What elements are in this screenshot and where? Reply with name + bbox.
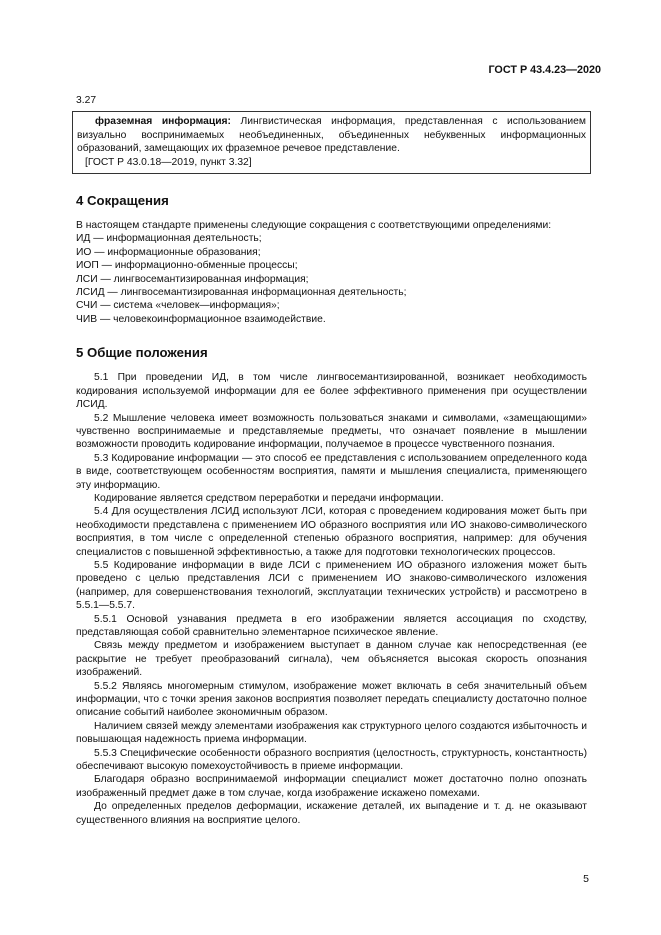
- term-number: 3.27: [76, 95, 97, 106]
- paragraph: Связь между предметом и изображением выступает в данном случае как непосредственная (ее раскрытие не требует преобразований сигнала), чем объясняется высокая скорость опознания изображений.: [76, 640, 587, 679]
- abbreviations-intro: В настоящем стандарте применены следующие сокращения с соответствующими определениями:: [76, 220, 552, 232]
- abbreviation-item: ИД — информационная деятельность;: [76, 233, 262, 245]
- paragraph: 5.5.2 Являясь многомерным стимулом, изображение может включать в себя значительный объем информации, что с точки зрения законов восприятия позволяет передать специалисту достаточно полное описание событий наиболее экономичным образом.: [76, 680, 587, 719]
- abbreviation-item: ИО — информационные образования;: [76, 246, 261, 258]
- paragraph: Кодирование является средством переработки и передачи информации.: [94, 492, 444, 504]
- page-number: 5: [583, 873, 589, 885]
- paragraph: 5.5.3 Специфические особенности образного восприятия (целостность, структурность, константность) обеспечивают высокую помехоустойчивость в приеме информации.: [76, 747, 587, 773]
- paragraph: 5.4 Для осуществления ЛСИД используют ЛСИ, которая с проведением кодирования может быть при необходимости представлена с применением ИО образного восприятия или ИО знаково-символического восприятия, в том числе с определенной степенью образного восприятия, например: для обучения специалистов с повышенной эффективностью, а также для подготовки технологических процессов.: [76, 506, 587, 558]
- abbreviation-item: ЛСИ — лингвосемантизированная информация;: [76, 273, 309, 285]
- section-5-heading: 5 Общие положения: [76, 345, 208, 361]
- abbreviation-item: СЧИ — система «человек—информация»;: [76, 300, 280, 312]
- page-content: [76, 94, 587, 827]
- abbreviation-item: ЧИВ — человекоинформационное взаимодействие.: [76, 313, 326, 325]
- term-source: [ГОСТ Р 43.0.18—2019, пункт 3.32]: [85, 156, 252, 168]
- section-5-body: [76, 371, 587, 827]
- paragraph: 5.5 Кодирование информации в виде ЛСИ с применением ИО образного изложения может быть проведено с целью представления ЛСИ с применением ИО знаково-символического изложения (например, для совершенствования технологий, эксплуатации технических устройств) и рассмотрено в 5.5.1—5.5.7.: [76, 559, 587, 612]
- document-header: ГОСТ Р 43.4.23—2020: [488, 64, 601, 76]
- paragraph: 5.2 Мышление человека имеет возможность пользоваться знаками и символами, «замещающими» чувственно воспринимаемые и представляемые предметы, что означает появление в мышлении возможности проводить кодирование информации, получаемое в процессе чувственного познания.: [76, 412, 587, 451]
- paragraph: 5.1 При проведении ИД, в том числе лингвосемантизированной, возникает необходимость кодирования используемой информации для ее более эффективного применения при осуществлении ЛСИД.: [76, 372, 587, 411]
- term-definition-box: [72, 111, 591, 174]
- section-4-heading: 4 Сокращения: [76, 193, 169, 209]
- paragraph: Наличием связей между элементами изображения как структурного целого создаются избыточность и повышающая надежность приема информации.: [76, 720, 587, 746]
- paragraph: 5.5.1 Основой узнавания предмета в его изображении является ассоциация по сходству, представляющая собой сравнительно элементарное психическое явление.: [76, 613, 587, 638]
- term-name: фраземная информация:: [95, 116, 231, 128]
- term-definition-text: Лингвистическая информация, представленная с использованием визуально воспринимаемых необъединенных, объединенных небуквенных информационных образований, замещающих их фраземное речевое представление.: [77, 116, 586, 155]
- paragraph: Благодаря образно воспринимаемой информации специалист может достаточно полно опознать изображенный предмет даже в том случае, когда изображение искажено помехами.: [76, 774, 587, 799]
- abbreviation-item: ИОП — информационно-обменные процессы;: [76, 260, 298, 272]
- term-definition: [77, 115, 586, 155]
- abbreviation-item: ЛСИД — лингвосемантизированная информационная деятельность;: [76, 287, 407, 299]
- paragraph: До определенных пределов деформации, искажение деталей, их выпадение и т. д. не оказывают существенного влияния на восприятие целого.: [76, 801, 587, 826]
- abbreviations-list: [76, 219, 587, 326]
- paragraph: 5.3 Кодирование информации — это способ ее представления с использованием определенного кода в виде, соответствующем особенностям восприятия, памяти и мышления специалиста, применяющего эту информацию.: [76, 452, 587, 491]
